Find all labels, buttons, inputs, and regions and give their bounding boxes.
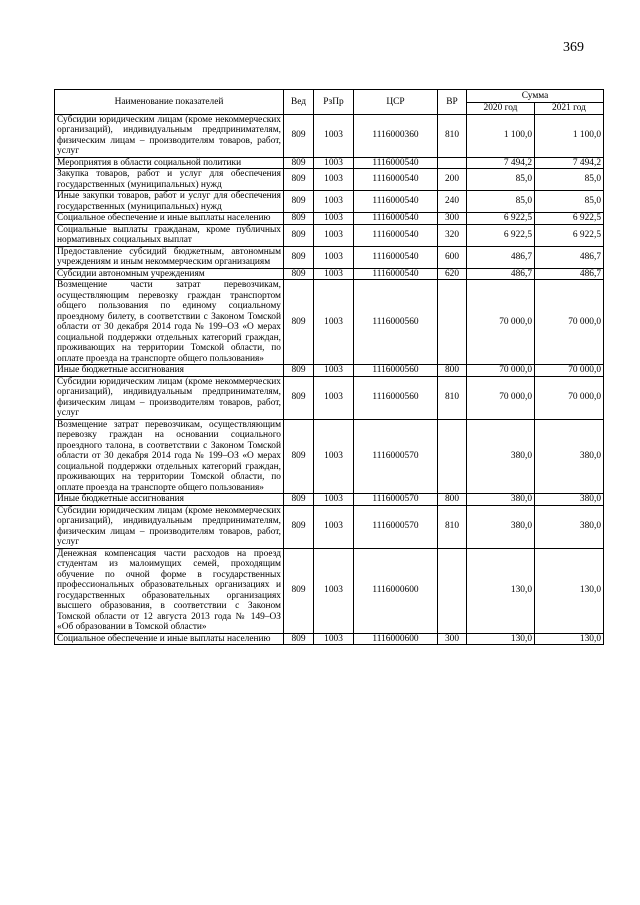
cell-vr: 810 [438,376,467,419]
cell-vr [438,157,467,169]
cell-name: Социальное обеспечение и иные выплаты населению [55,213,284,225]
cell-rzpr: 1003 [314,191,354,213]
cell-name: Иные бюджетные ассигнования [55,365,284,377]
cell-csr: 1116000570 [354,419,438,494]
cell-name: Субсидии юридическим лицам (кроме некоммерческих организаций), индивидуальным предпринимателям, физическим лицам – производителям товаров, работ, услуг [55,505,284,548]
cell-name: Субсидии юридическим лицам (кроме некоммерческих организаций), индивидуальным предпринимателям, физическим лицам – производителям товаров, работ, услуг [55,114,284,157]
header-name: Наименование показателей [55,90,284,115]
cell-ved: 809 [284,114,314,157]
cell-rzpr: 1003 [314,548,354,633]
cell-rzpr: 1003 [314,213,354,225]
table-row [55,633,604,645]
cell-vr: 800 [438,365,467,377]
cell-ved: 809 [284,365,314,377]
cell-ved: 809 [284,157,314,169]
cell-vr: 240 [438,191,467,213]
cell-2020: 70 000,0 [467,280,535,365]
cell-2020: 85,0 [467,191,535,213]
cell-vr: 810 [438,114,467,157]
cell-csr: 1116000570 [354,505,438,548]
table-row [55,280,604,365]
cell-2021: 6 922,5 [535,224,604,246]
table-body [55,114,604,645]
cell-2021: 380,0 [535,505,604,548]
cell-2021: 7 494,2 [535,157,604,169]
cell-vr: 200 [438,169,467,191]
cell-2021: 1 100,0 [535,114,604,157]
cell-csr: 1116000540 [354,268,438,280]
cell-csr: 1116000560 [354,376,438,419]
table-row [55,268,604,280]
cell-name: Мероприятия в области социальной политики [55,157,284,169]
cell-name: Субсидии автономным учреждениям [55,268,284,280]
cell-2021: 380,0 [535,419,604,494]
cell-rzpr: 1003 [314,224,354,246]
cell-name: Закупка товаров, работ и услуг для обеспечения государственных (муниципальных) нужд [55,169,284,191]
header-vr: ВР [438,90,467,115]
header-year-2021: 2021 год [535,103,604,115]
cell-name: Денежная компенсация части расходов на проезд студентам из малоимущих семей, проходящим обучение по очной форме в государственных профессиональных образовательных организациях и государственных образовательных организациях высшего образования, в соответствии с Законом Томской области от 12 августа 2013 года № 149–ОЗ «Об образовании в Томской области» [55,548,284,633]
table-row [55,213,604,225]
cell-ved: 809 [284,419,314,494]
cell-ved: 809 [284,246,314,268]
cell-rzpr: 1003 [314,505,354,548]
cell-ved: 809 [284,633,314,645]
table-row [55,365,604,377]
header-csr: ЦСР [354,90,438,115]
cell-csr: 1116000600 [354,548,438,633]
header-year-2020: 2020 год [467,103,535,115]
cell-2020: 85,0 [467,169,535,191]
cell-csr: 1116000560 [354,280,438,365]
cell-rzpr: 1003 [314,114,354,157]
cell-2021: 130,0 [535,548,604,633]
cell-rzpr: 1003 [314,633,354,645]
cell-2020: 130,0 [467,633,535,645]
cell-2020: 7 494,2 [467,157,535,169]
cell-name: Иные бюджетные ассигнования [55,494,284,506]
table-row [55,191,604,213]
header-row [55,90,604,103]
header-ved: Вед [284,90,314,115]
cell-rzpr: 1003 [314,419,354,494]
cell-ved: 809 [284,224,314,246]
cell-vr: 600 [438,246,467,268]
cell-csr: 1116000540 [354,246,438,268]
cell-vr [438,280,467,365]
cell-vr: 300 [438,213,467,225]
cell-ved: 809 [284,548,314,633]
cell-vr: 810 [438,505,467,548]
table-row [55,505,604,548]
cell-csr: 1116000570 [354,494,438,506]
cell-csr: 1116000600 [354,633,438,645]
cell-ved: 809 [284,494,314,506]
cell-csr: 1116000540 [354,157,438,169]
cell-vr: 300 [438,633,467,645]
header-sum: Сумма [467,90,604,103]
table-row [55,548,604,633]
cell-2021: 70 000,0 [535,376,604,419]
cell-2020: 6 922,5 [467,213,535,225]
cell-rzpr: 1003 [314,280,354,365]
cell-rzpr: 1003 [314,376,354,419]
cell-vr [438,548,467,633]
cell-2021: 486,7 [535,268,604,280]
cell-2021: 70 000,0 [535,280,604,365]
cell-2021: 6 922,5 [535,213,604,225]
page-number: 369 [563,40,584,55]
cell-csr: 1116000540 [354,191,438,213]
table-row [55,114,604,157]
cell-vr: 320 [438,224,467,246]
cell-ved: 809 [284,280,314,365]
cell-name: Предоставление субсидий бюджетным, автономным учреждениям и иным некоммерческим организациям [55,246,284,268]
cell-2021: 85,0 [535,191,604,213]
cell-vr [438,419,467,494]
cell-csr: 1116000540 [354,169,438,191]
cell-csr: 1116000360 [354,114,438,157]
cell-name: Социальные выплаты гражданам, кроме публичных нормативных социальных выплат [55,224,284,246]
cell-vr: 800 [438,494,467,506]
cell-name: Возмещение части затрат перевозчикам, осуществляющим перевозку граждан транспортом общего пользования по единому социальному проездному билету, в соответствии с Законом Томской области от 30 декабря 2014 года № 199–ОЗ «О мерах социальной поддержки отдельных категорий граждан, проживающих на территории Томской области, по оплате проезда на транспорте общего пользования» [55,280,284,365]
cell-2020: 380,0 [467,505,535,548]
table-row [55,494,604,506]
cell-rzpr: 1003 [314,246,354,268]
table-row [55,169,604,191]
cell-2020: 486,7 [467,268,535,280]
cell-2021: 380,0 [535,494,604,506]
cell-ved: 809 [284,191,314,213]
table-row [55,376,604,419]
cell-csr: 1116000560 [354,365,438,377]
cell-ved: 809 [284,505,314,548]
cell-rzpr: 1003 [314,494,354,506]
cell-rzpr: 1003 [314,268,354,280]
cell-name: Иные закупки товаров, работ и услуг для обеспечения государственных (муниципальных) нужд [55,191,284,213]
cell-csr: 1116000540 [354,213,438,225]
cell-ved: 809 [284,376,314,419]
cell-ved: 809 [284,213,314,225]
cell-rzpr: 1003 [314,169,354,191]
cell-name: Возмещение затрат перевозчикам, осуществляющим перевозку граждан на основании социального проездного талона, в соответствии с Законом Томской области от 30 декабря 2014 года № 199–ОЗ «О мерах социальной поддержки отдельных категорий граждан, проживающих на территории Томской области, по оплате проезда на транспорте общего пользования» [55,419,284,494]
table-row [55,157,604,169]
cell-2020: 70 000,0 [467,376,535,419]
cell-2020: 380,0 [467,419,535,494]
cell-2021: 130,0 [535,633,604,645]
cell-2021: 486,7 [535,246,604,268]
cell-2020: 130,0 [467,548,535,633]
table-row [55,224,604,246]
header-rzpr: РзПр [314,90,354,115]
table-row [55,419,604,494]
cell-rzpr: 1003 [314,157,354,169]
table-row [55,246,604,268]
cell-name: Социальное обеспечение и иные выплаты населению [55,633,284,645]
cell-2020: 380,0 [467,494,535,506]
cell-2020: 486,7 [467,246,535,268]
cell-2020: 1 100,0 [467,114,535,157]
cell-ved: 809 [284,268,314,280]
cell-csr: 1116000540 [354,224,438,246]
cell-2021: 85,0 [535,169,604,191]
cell-vr: 620 [438,268,467,280]
budget-table [54,89,604,645]
cell-name: Субсидии юридическим лицам (кроме некоммерческих организаций), индивидуальным предпринимателям, физическим лицам – производителям товаров, работ, услуг [55,376,284,419]
cell-rzpr: 1003 [314,365,354,377]
cell-2020: 6 922,5 [467,224,535,246]
cell-ved: 809 [284,169,314,191]
cell-2021: 70 000,0 [535,365,604,377]
cell-2020: 70 000,0 [467,365,535,377]
